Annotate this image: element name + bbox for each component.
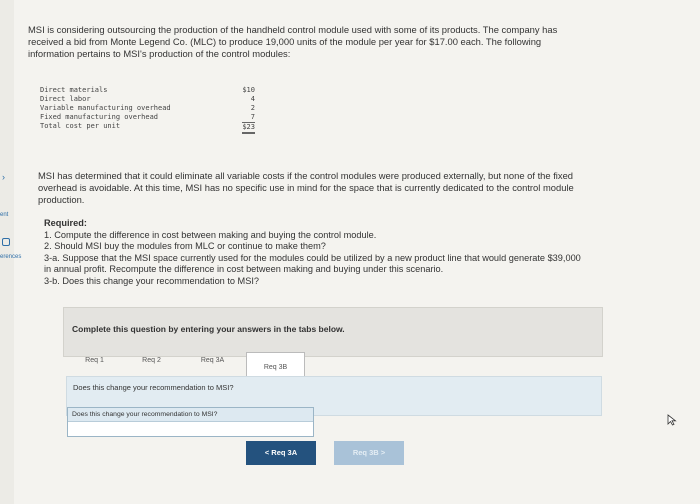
cost-label: Total cost per unit	[40, 122, 121, 130]
cost-label: Variable manufacturing overhead	[40, 104, 171, 112]
cost-row	[40, 113, 255, 122]
cost-value: 4	[250, 95, 255, 103]
cost-row	[40, 86, 255, 95]
requirement-item: 3-a. Suppose that the MSI space currently used for the modules could be utilized by a new product line that would generate $39,000	[44, 252, 581, 263]
requirement-item: 3-b. Does this change your recommendation to MSI?	[44, 275, 259, 286]
determination-line: overhead is avoidable. At this time, MSI has no specific use in mind for the space that is currently dedicated to the control module	[38, 182, 574, 193]
determination-paragraph	[38, 170, 658, 206]
requirement-item: 2. Should MSI buy the modules from MLC or continue to make them?	[44, 241, 326, 252]
intro-paragraph	[28, 24, 648, 60]
cost-row	[40, 104, 255, 113]
mouse-cursor-icon	[667, 414, 677, 426]
intro-line: information pertains to MSI's production of the control modules:	[28, 48, 291, 59]
book-icon[interactable]	[2, 238, 10, 246]
intro-line: received a bid from Monte Legend Co. (MLC) to produce 19,000 units of the module per year for $17.00 each. The following	[28, 36, 542, 47]
tab-req-3b[interactable]: Req 3B	[246, 352, 305, 383]
instructions-text: Complete this question by entering your answers in the tabs below.	[72, 324, 345, 334]
cost-label: Fixed manufacturing overhead	[40, 113, 159, 121]
left-sidebar-strip	[0, 0, 14, 504]
determination-line: MSI has determined that it could eliminate all variable costs if the control modules were produced externally, but none of the fixed	[38, 170, 574, 181]
cost-value: 2	[250, 104, 255, 112]
answer-cell[interactable]: Does this change your recommendation to MSI?	[68, 408, 313, 422]
edge-chevron-icon[interactable]: ›	[2, 172, 5, 182]
tab-req-3a[interactable]: Req 3A	[200, 357, 225, 364]
intro-line: MSI is considering outsourcing the production of the handheld control module used with some of its products. The company has	[28, 24, 558, 35]
references-label[interactable]: erences	[0, 254, 22, 260]
required-heading: Required:	[44, 218, 87, 228]
cost-value: $23	[242, 122, 255, 134]
question-prompt: Does this change your recommendation to MSI?	[73, 383, 234, 392]
cost-value: 7	[250, 113, 255, 121]
answer-dropdown[interactable]	[67, 407, 314, 437]
cost-label: Direct materials	[40, 86, 108, 94]
next-req-button[interactable]: Req 3B >	[334, 441, 404, 465]
required-section	[44, 218, 664, 288]
requirement-item: in annual profit. Recompute the difference in cost between making and buying under this scenario.	[44, 264, 444, 275]
cost-value: $10	[242, 86, 255, 94]
prev-req-button[interactable]: < Req 3A	[246, 441, 316, 465]
cost-label: Direct labor	[40, 95, 91, 103]
cost-row	[40, 95, 255, 104]
requirement-item: 1. Compute the difference in cost between making and buying the control module.	[44, 229, 377, 240]
tab-req-2[interactable]: Req 2	[142, 357, 161, 364]
cost-table	[40, 86, 255, 131]
cost-total-row	[40, 122, 255, 131]
determination-line: production.	[38, 194, 85, 205]
edge-item-label[interactable]: ent	[0, 212, 9, 218]
tab-req-1[interactable]: Req 1	[85, 357, 104, 364]
